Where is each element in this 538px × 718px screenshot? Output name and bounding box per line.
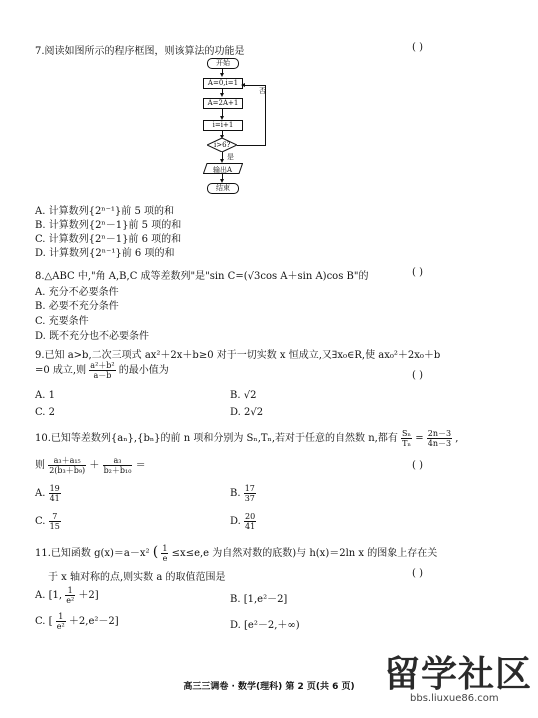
q10-option-a (35, 484, 61, 503)
q9-option-d: D. 2√2 (230, 407, 264, 418)
flow-start: 开始 (207, 58, 239, 69)
flow-increment: i=i+1 (203, 120, 243, 131)
q9-option-c: C. 2 (35, 407, 56, 418)
q9-fraction-num: a²＋b² (90, 361, 115, 370)
q11-e-den: e (162, 554, 168, 563)
q11-option-a-num: 1 (65, 586, 75, 596)
q10-answer-paren: ( ) (412, 460, 423, 471)
q10-option-a-den: 41 (49, 494, 60, 503)
q11-line1 (35, 544, 437, 563)
q10-option-b (230, 484, 256, 503)
q10-frac2 (103, 456, 133, 475)
q11-option-a-frac (65, 586, 75, 605)
q11-option-c-frac (56, 612, 66, 631)
q11-line2: 于 x 轴对称的点,则实数 a 的取值范围是 (48, 572, 226, 583)
q10-option-a-frac (49, 484, 61, 503)
q10-then: 则 (35, 460, 45, 471)
q10-rhs-den: 4n－3 (427, 439, 452, 448)
q10-ratio (401, 429, 412, 448)
q8-option-c: C. 充要条件 (35, 316, 89, 327)
q9-fraction-den: a－b (93, 371, 112, 380)
q10-line2 (35, 456, 146, 475)
q8-option-d: D. 既不充分也不必要条件 (35, 331, 150, 342)
q11-e-frac (161, 544, 168, 563)
q7-option-c: C. 计算数列{2ⁿ－1}前 6 项的和 (35, 234, 182, 245)
q10-option-d-num: 20 (245, 512, 256, 521)
flow-init: A=0,i=1 (203, 78, 243, 89)
q11-option-c-den: e² (56, 622, 65, 631)
q10-frac2-den: b₂＋b₁₀ (103, 466, 132, 475)
q7-stem: 7.阅读如图所示的程序框图，则该算法的功能是 (35, 46, 245, 57)
flow-yes-label: 是 (227, 153, 234, 161)
q11-option-a (35, 586, 99, 605)
q8-stem: 8.△ABC 中,"角 A,B,C 成等差数列"是"sin C=(√3cos A＋sin A)cos B"的 (35, 271, 369, 282)
q10-frac1-den: 2(b₃＋b₉) (49, 466, 86, 475)
q9-fraction (89, 361, 115, 380)
q10-option-d-letter: D. (230, 516, 241, 527)
q10-rhs-num: 2n－3 (427, 429, 452, 438)
q10-option-c-frac (49, 512, 61, 531)
flow-assign: A=2A+1 (203, 98, 243, 109)
q11-option-c-letter: C. (35, 616, 46, 627)
q11-option-b: B. [1,e²－2] (230, 594, 288, 605)
q10-frac1-num: a₃＋a₁₅ (48, 456, 86, 466)
q10-eq: = (415, 433, 424, 444)
q7-option-a: A. 计算数列{2ⁿ⁻¹}前 5 项的和 (35, 206, 174, 217)
q8-answer-paren: ( ) (412, 267, 423, 278)
q10-option-d-frac (244, 512, 256, 531)
q10-frac1 (48, 456, 86, 475)
q10-frac2-num: a₃ (103, 456, 133, 466)
q7-option-b: B. 计算数列{2ⁿ－1}前 5 项的和 (35, 220, 182, 231)
q8-option-a: A. 充分不必要条件 (35, 287, 119, 298)
q10-option-a-num: 19 (49, 484, 60, 493)
q10-option-b-letter: B. (230, 488, 241, 499)
q11-e-num: 1 (162, 544, 168, 553)
q10-option-c (35, 512, 61, 531)
q11-option-a-letter: A. (35, 590, 46, 601)
q11-line1-start: 11.已知函数 g(x)＝a－x² (35, 548, 150, 559)
q9-line2-end: 的最小值为 (118, 365, 169, 376)
q11-option-a-close: ＋2] (78, 590, 99, 601)
q11-paren-open: ( (152, 544, 159, 560)
q7-option-d: D. 计算数列{2ⁿ⁻¹}前 6 项的和 (35, 248, 175, 259)
flow-no-label: 否 (259, 87, 266, 95)
q10-comma: , (455, 433, 459, 444)
flowchart (175, 58, 285, 198)
page-footer: 高三三调卷 · 数学(理科) 第 2 页(共 6 页) (183, 682, 355, 692)
flow-end: 结束 (207, 183, 239, 194)
flow-output: 输出A (213, 166, 233, 174)
q11-option-c-open: [ (48, 616, 53, 627)
q10-option-d-den: 41 (245, 522, 256, 531)
q10-plus: ＋ (89, 460, 100, 471)
q9-line2-start: =0 成立,则 (35, 365, 87, 376)
q11-option-a-den: e² (66, 596, 75, 605)
q10-option-b-den: 37 (244, 494, 255, 503)
watermark-logo: 留学社区 (384, 654, 533, 695)
watermark-url: bbs.liuxue86.com (410, 693, 499, 704)
q7-answer-paren: ( ) (412, 42, 423, 53)
flow-condition: i>6? (214, 141, 231, 149)
q10-option-c-letter: C. (35, 516, 46, 527)
q10-option-b-frac (244, 484, 256, 503)
q10-ratio-den: Tₙ (402, 439, 411, 448)
q10-option-a-letter: A. (35, 488, 46, 499)
q11-option-c-close: ＋2,e²－2] (68, 616, 119, 627)
q10-line1-text: 10.已知等差数列{aₙ},{bₙ}的前 n 项和分别为 Sₙ,Tₙ,若对于任意的自然数 n,都有 (35, 433, 398, 444)
q10-option-b-num: 17 (244, 484, 255, 493)
q9-option-b: B. √2 (230, 390, 257, 401)
q11-option-c-num: 1 (56, 612, 66, 622)
q10-option-c-num: 7 (49, 512, 61, 522)
q9-option-a: A. 1 (35, 390, 55, 401)
q10-rhs (427, 429, 452, 448)
q10-option-d (230, 512, 256, 531)
q9-line1: 9.已知 a>b,二次三项式 ax²＋2x＋b≥0 对于一切实数 x 恒成立,又∃x₀∈R,使 ax₀²＋2x₀＋b (35, 350, 441, 361)
q10-option-c-den: 15 (49, 522, 60, 531)
q11-option-d: D. [e²－2,＋∞) (230, 620, 300, 631)
q11-option-a-open: [1, (48, 590, 63, 601)
q10-line1 (35, 429, 458, 448)
q9-answer-paren: ( ) (412, 370, 423, 381)
q8-option-b: B. 必要不充分条件 (35, 301, 119, 312)
q11-answer-paren: ( ) (412, 568, 423, 579)
q11-line1-end: ≤x≤e,e 为自然对数的底数)与 h(x)＝2ln x 的图象上存在关 (171, 548, 438, 559)
q10-equals: ＝ (135, 460, 146, 471)
q9-line2 (35, 361, 169, 380)
q11-option-c (35, 612, 119, 631)
q10-ratio-num: Sₙ (402, 429, 411, 438)
